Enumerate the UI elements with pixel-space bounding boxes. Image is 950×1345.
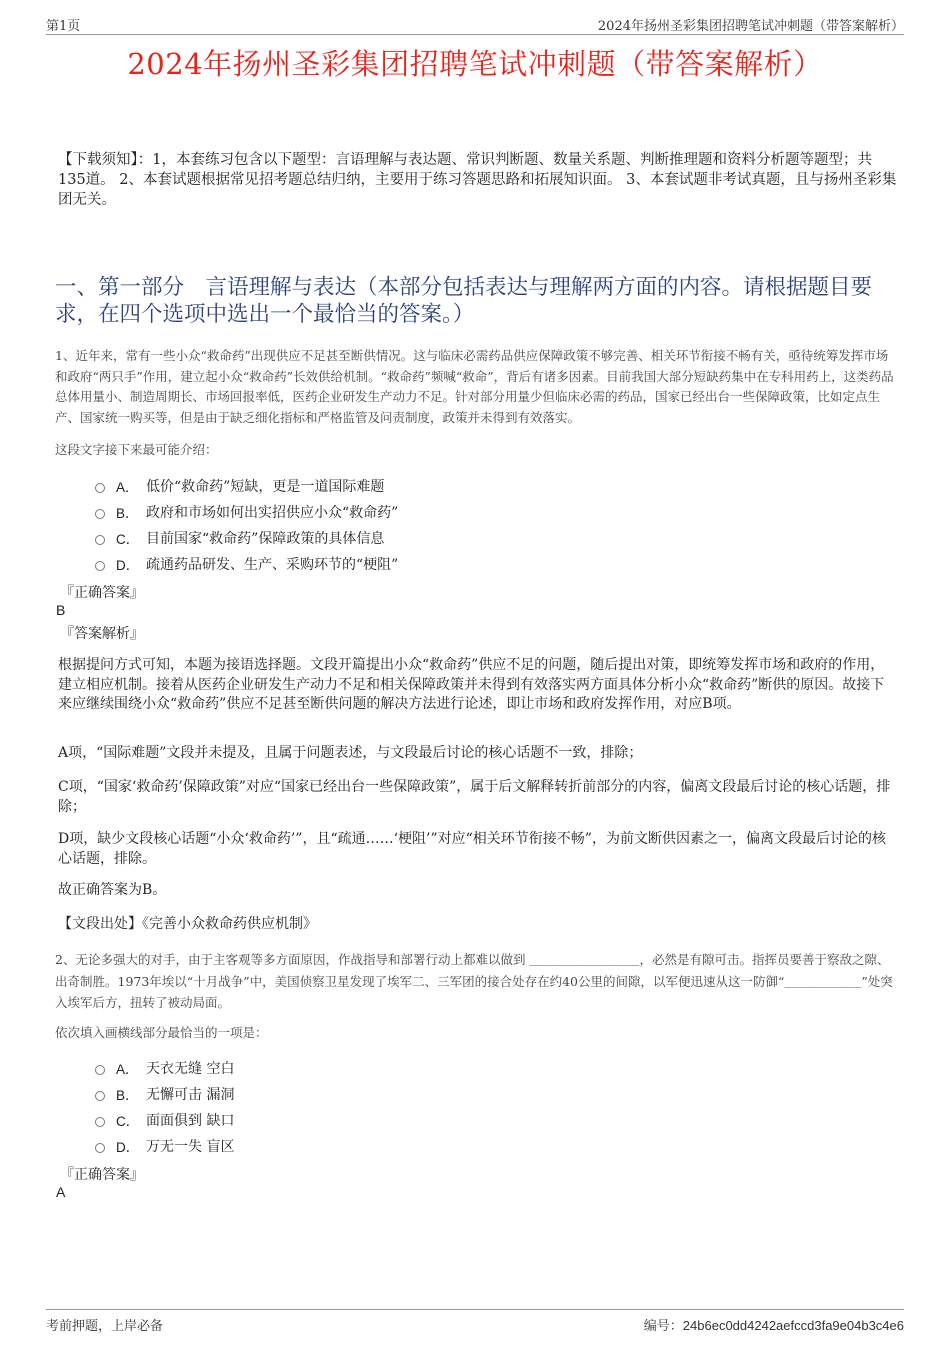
radio-icon[interactable] — [95, 1117, 105, 1127]
q2-option-a[interactable]: A． 天衣无缝 空白 — [95, 1055, 795, 1081]
q1-option-c[interactable]: C． 目前国家“救命药”保障政策的具体信息 — [95, 525, 795, 551]
footer-slogan: 考前押题，上岸必备 — [46, 1319, 164, 1334]
q2-answer: A — [56, 1184, 66, 1200]
q1-source: 【文段出处】《完善小众救命药供应机制》 — [58, 916, 317, 932]
q1-analysis-label: 『答案解析』 — [60, 626, 144, 642]
radio-icon[interactable] — [95, 1091, 105, 1101]
radio-icon[interactable] — [95, 561, 105, 571]
q1-option-d[interactable]: D． 疏通药品研发、生产、采购环节的“梗阻” — [95, 551, 795, 577]
q1-analysis-d: D项，缺少文段核心话题“小众‘救命药’”，且“疏通……‘梗阻’”对应“相关环节衔接不畅”，为前文断供因素之一，偏离文段最后讨论的核心话题，排除。 — [58, 831, 886, 867]
q2-option-b[interactable]: B． 无懈可击 漏洞 — [95, 1081, 795, 1107]
q2-question: 依次填入画横线部分最恰当的一项是： — [55, 1025, 268, 1040]
header-doc-title: 2024年扬州圣彩集团招聘笔试冲刺题（带答案解析） — [597, 19, 904, 34]
radio-icon[interactable] — [95, 509, 105, 519]
page-header — [46, 14, 904, 35]
section-heading: 一、第一部分 言语理解与表达（本部分包括表达与理解两方面的内容。请根据题目要求，在四个选项中选出一个最恰当的答案。） — [55, 275, 873, 327]
q2-blank-1[interactable]: ＿＿＿＿＿＿＿＿＿＿ — [529, 954, 640, 967]
q2-option-c[interactable]: C． 面面俱到 缺口 — [95, 1107, 795, 1133]
q1-option-a[interactable]: A． 低价“救命药”短缺，更是一道国际难题 — [95, 473, 795, 499]
q2-stem: 2、无论多强大的对手，由于主客观等多方面原因，作战指导和部署行动上都难以做到 ＿＿＿＿＿＿＿＿＿＿，必然是有隙可击。指挥员要善于察敌之隙、出奇制胜。1973年埃以“十月战争”中，美国侦察卫星发现了埃军二、三军团的接合处存在约40公里的间隙，以军便迅速从这一防御“＿＿＿＿＿＿＿”处突入埃军后方，扭转了被动局面。 — [55, 952, 893, 1010]
q1-question: 这段文字接下来最可能介绍： — [55, 442, 218, 457]
q2-options — [95, 1055, 795, 1159]
document-title: 2024年扬州圣彩集团招聘笔试冲刺题（带答案解析） — [127, 47, 823, 81]
footer-code: 编号：24b6ec0dd4242aefccd3fa9e04b3c4e6 — [643, 1318, 904, 1334]
q1-option-b[interactable]: B． 政府和市场如何出实招供应小众“救命药” — [95, 499, 795, 525]
q2-answer-label: 『正确答案』 — [60, 1167, 144, 1183]
q1-analysis-a: A项，“国际难题”文段并未提及，且属于问题表述，与文段最后讨论的核心话题不一致，排除； — [58, 745, 643, 761]
radio-icon[interactable] — [95, 1143, 105, 1153]
radio-icon[interactable] — [95, 483, 105, 493]
q1-answer: B — [56, 602, 66, 618]
q1-analysis-c: C项，“国家‘救命药’保障政策”对应“国家已经出台一些保障政策”，属于后文解释转折前部分的内容，偏离文段最后讨论的核心话题，排除； — [58, 779, 891, 815]
q1-conclusion: 故正确答案为B。 — [58, 882, 167, 898]
q1-analysis-main: 根据提问方式可知，本题为接语选择题。文段开篇提出小众“救命药”供应不足的问题，随后提出对策，即统筹发挥市场和政府的作用，建立相应机制。接着从医药企业研发生产动力不足和相关保障政策并未得到有效落实两方面具体分析小众“救命药”断供的原因。故接下来应继续围绕小众“救命药”供应不足甚至断供问题的解决方法进行论述，即让市场和政府发挥作用，对应B项。 — [58, 657, 885, 712]
page-footer — [46, 1309, 904, 1334]
q1-answer-label: 『正确答案』 — [60, 585, 144, 601]
radio-icon[interactable] — [95, 1065, 105, 1075]
page-number: 第1页 — [46, 19, 81, 34]
q2-blank-2[interactable]: ＿＿＿＿＿＿＿ — [784, 975, 862, 989]
q1-options — [95, 473, 795, 577]
radio-icon[interactable] — [95, 535, 105, 545]
download-notice: 【下载须知】：1，本套练习包含以下题型：言语理解与表达题、常识判断题、数量关系题、判断推理题和资料分析题等题型；共135道。 2、本套试题根据常见招考题总结归纳，主要用于练习答题思路和拓展知识面。 3、本套试题非考试真题，且与扬州圣彩集团无关。 — [58, 152, 897, 208]
q2-option-d[interactable]: D． 万无一失 盲区 — [95, 1133, 795, 1159]
q1-stem: 1、近年来，常有一些小众“救命药”出现供应不足甚至断供情况。这与临床必需药品供应保障政策不够完善、相关环节衔接不畅有关，亟待统筹发挥市场和政府“两只手”作用，建立起小众“救命药”长效供给机制。“救命药”频喊“救命”，背后有诸多因素。目前我国大部分短缺药集中在专科用药上，这类药品总体用量小、制造周期长、市场回报率低，医药企业研发生产动力不足。针对部分用量少但临床必需的药品，国家已经出台一些保障政策，比如定点生产、国家统一购买等，但是由于缺乏细化指标和严格监管及问责制度，政策并未得到有效落实。 — [55, 348, 894, 425]
